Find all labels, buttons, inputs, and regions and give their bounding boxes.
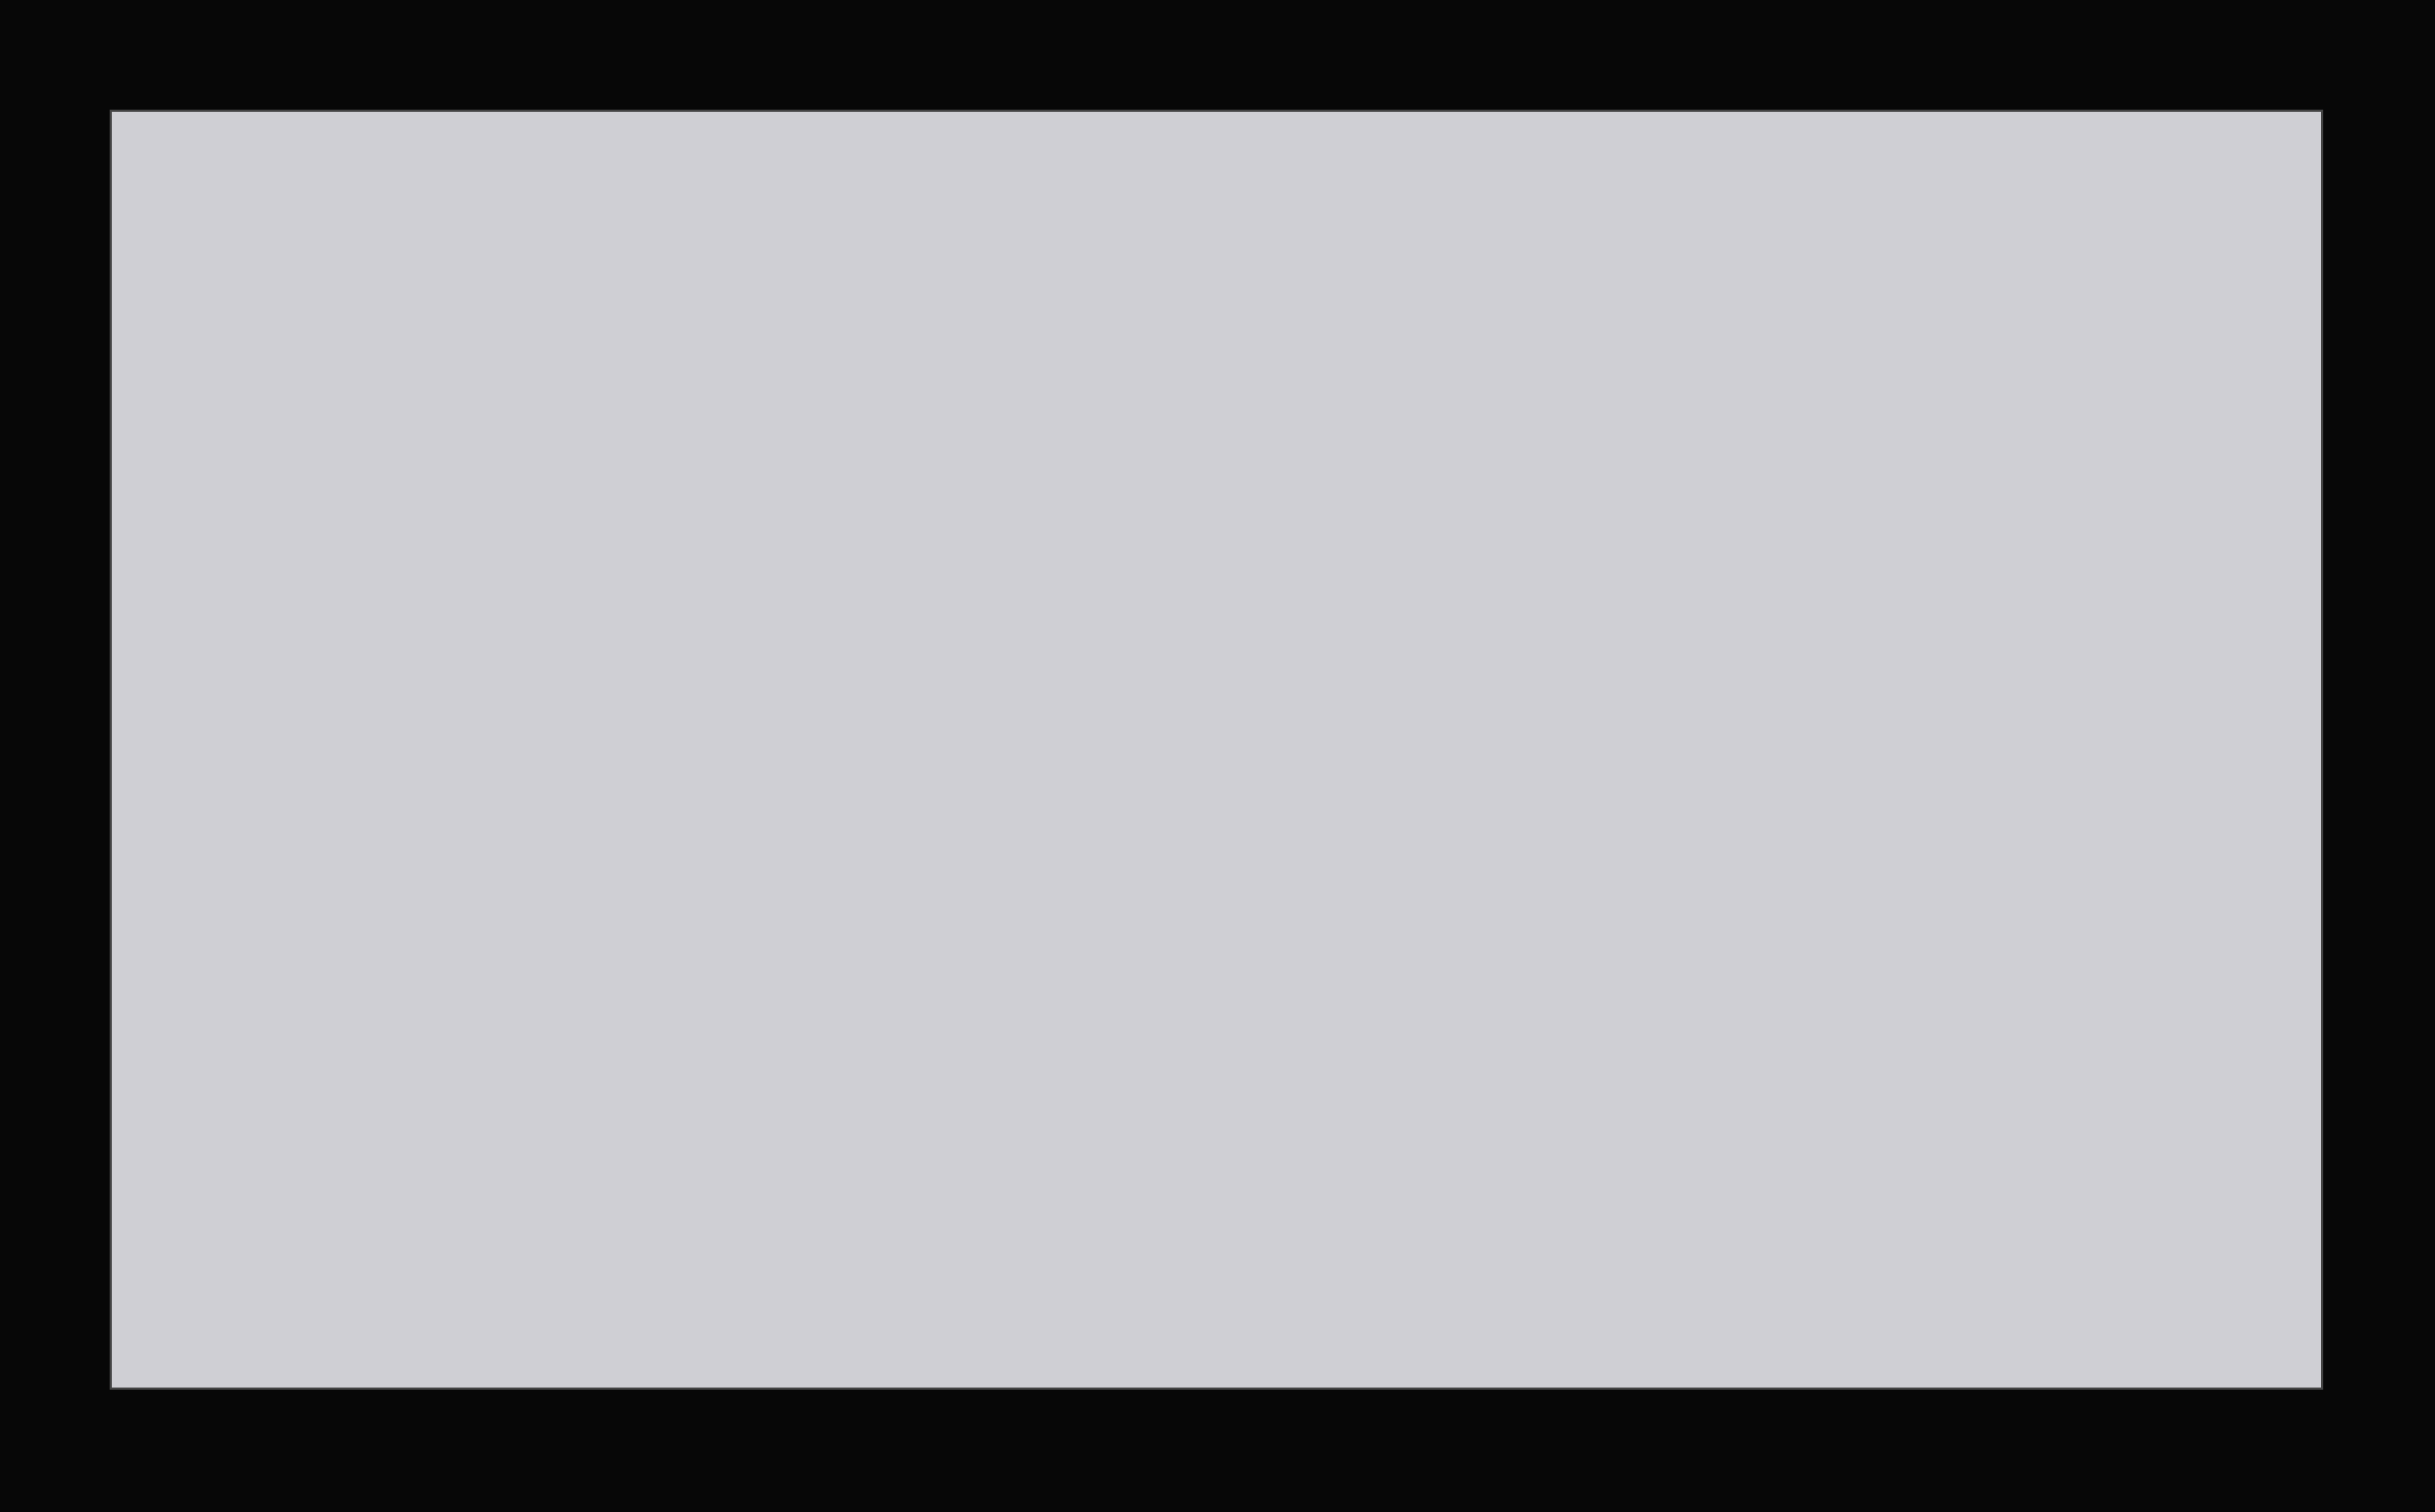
census-card <box>110 110 2323 1390</box>
